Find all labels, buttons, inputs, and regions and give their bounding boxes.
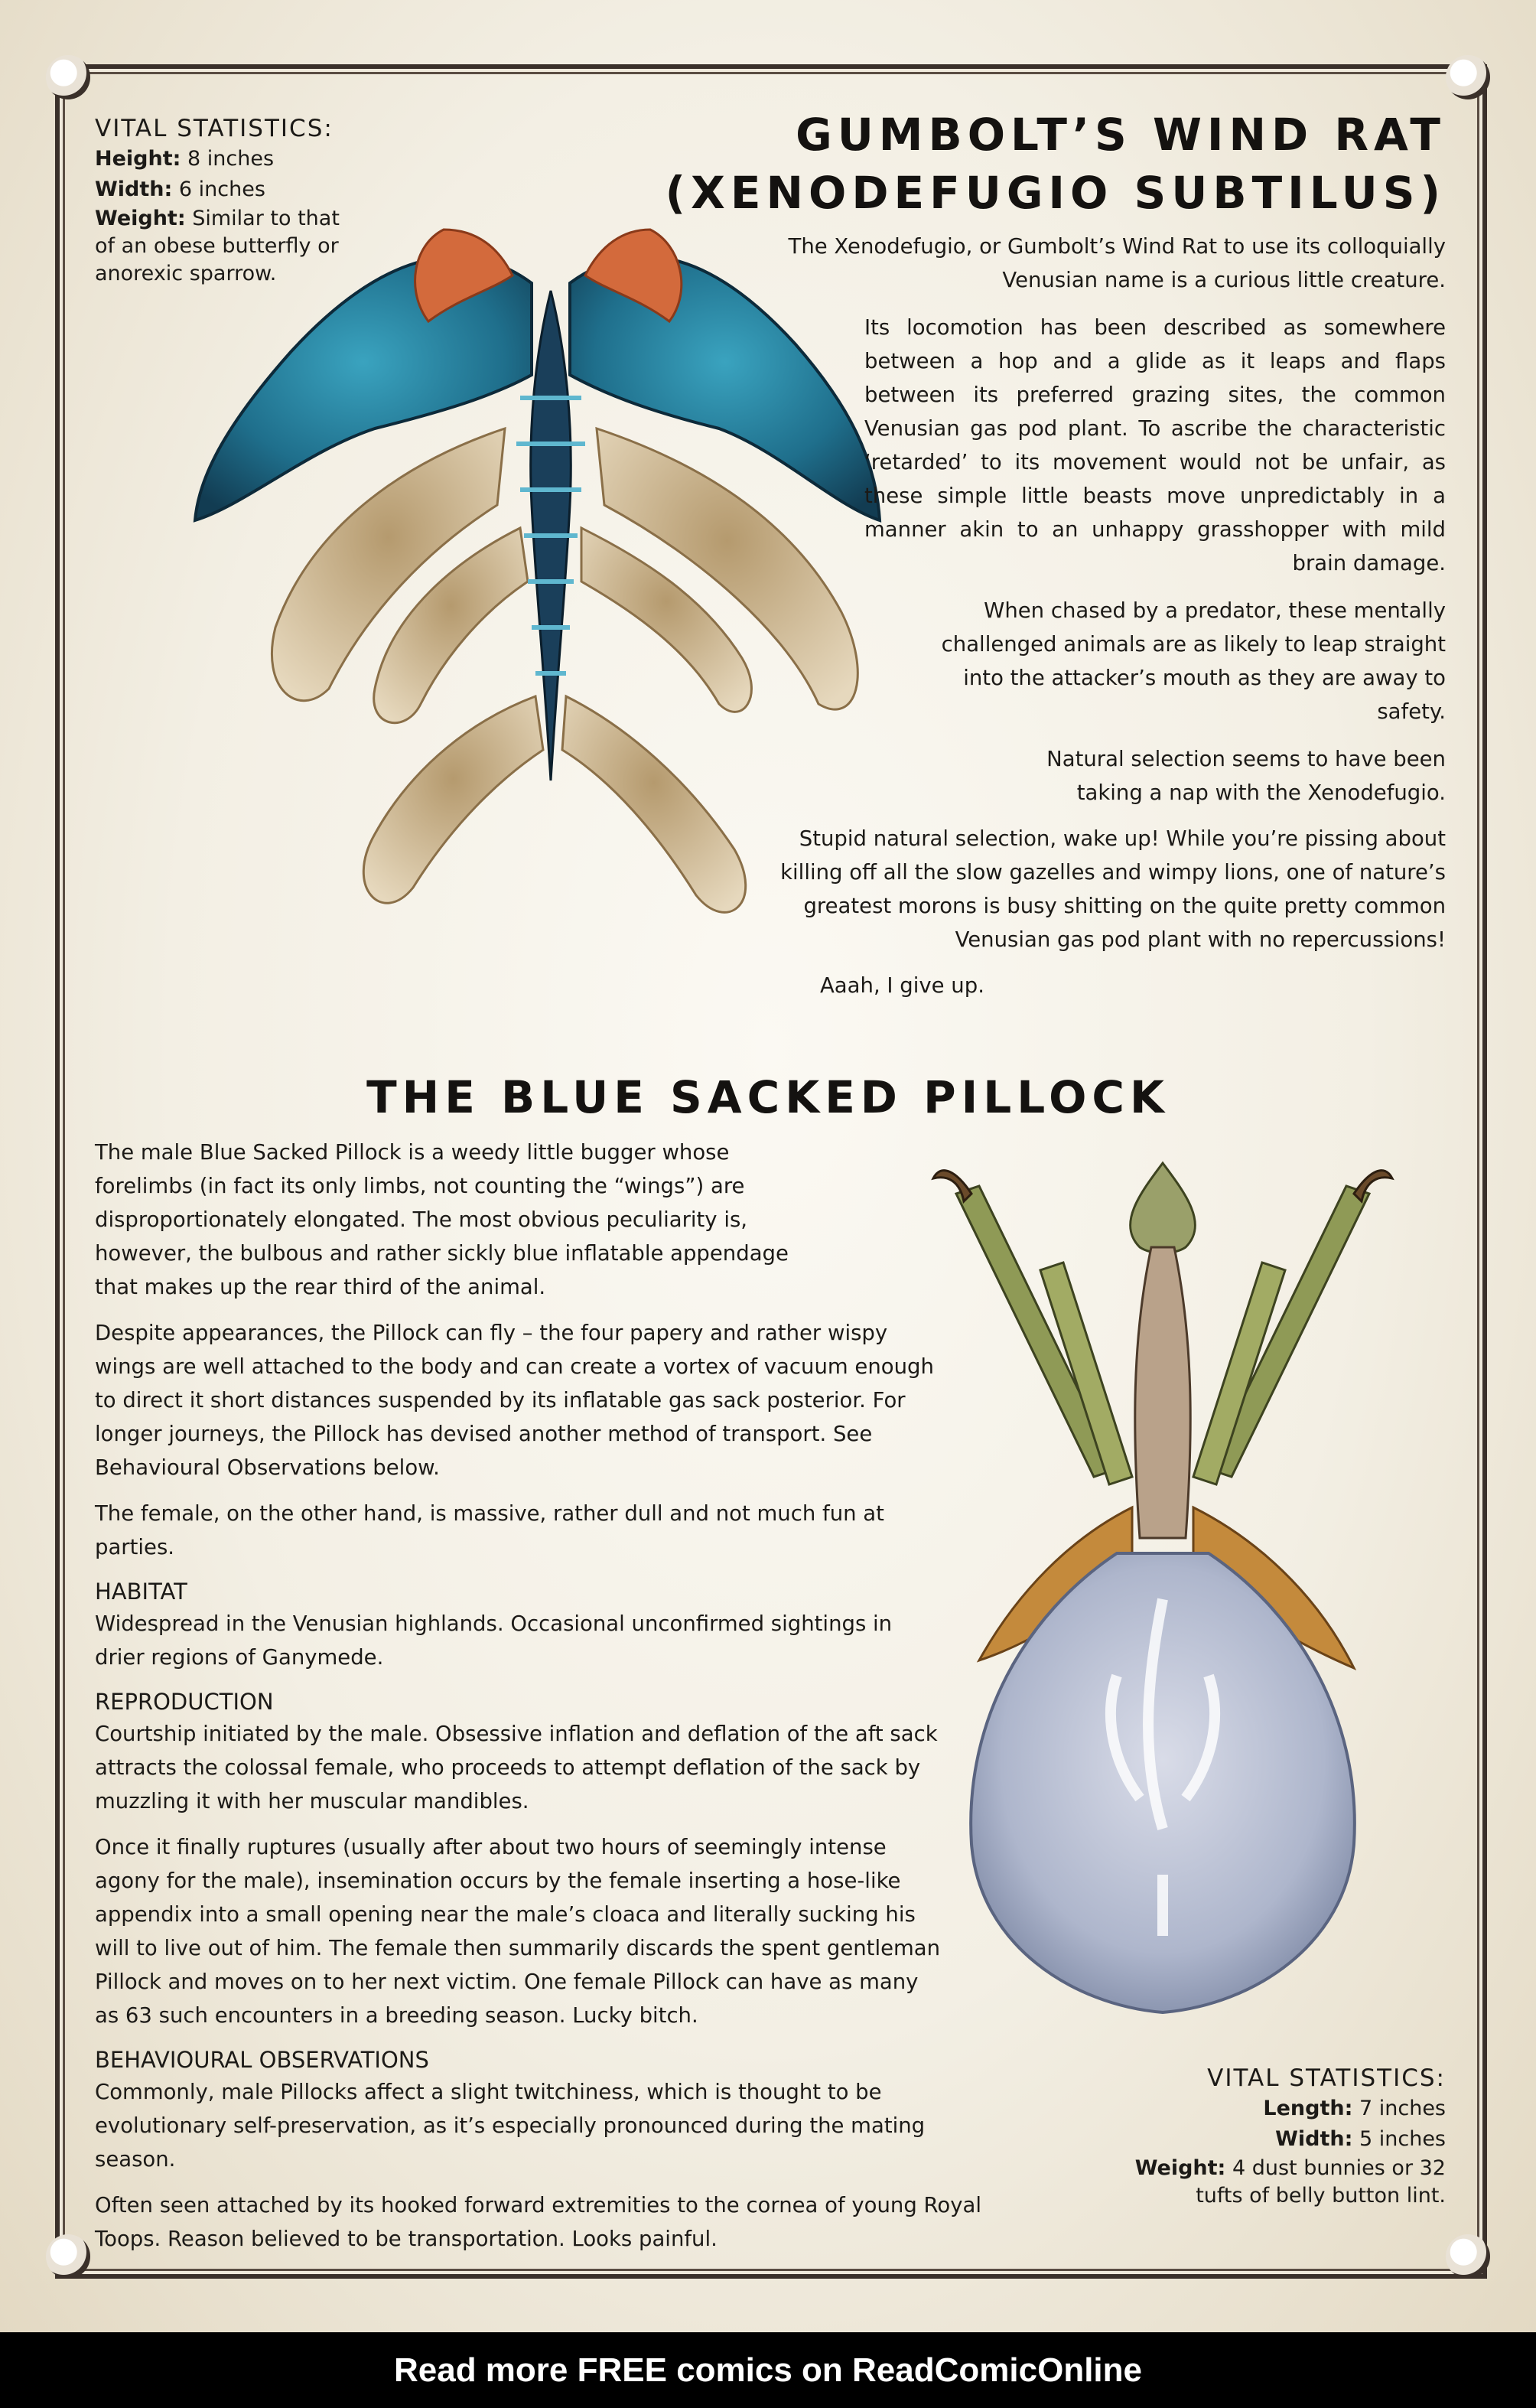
pillock-paragraph: The female, on the other hand, is massive, rather dull and not much fun at parties. xyxy=(95,1501,884,1559)
pillock-vital-statistics: VITAL STATISTICS: Length: 7 inches Width: 5 inches Weight: 4 dust bunnies or 32 tufts of belly button lint. xyxy=(1124,2063,1446,2210)
wind-rat-paragraph: Its locomotion has been described as somewhere between a hop and a glide as it leaps and flaps between its preferred grazing sites, the common Venusian gas pod plant. To ascribe the characteristic ‘retarded’ to its movement would not be unfair, as these simple little beasts move unpredictably in a manner akin to an unhappy grasshopper with mild brain damage. xyxy=(864,315,1446,575)
reproduction-heading: REPRODUCTION xyxy=(95,1689,274,1715)
reproduction-paragraph: Courtship initiated by the male. Obsessive inflation and deflation of the aft sack attracts the colossal female, who proceeds to attempt deflation of the sack by muzzling it with her muscular mandibles. xyxy=(95,1722,938,1813)
pillock-title: THE BLUE SACKED PILLOCK xyxy=(366,1071,1170,1123)
stats-heading: VITAL STATISTICS: xyxy=(1207,2064,1446,2092)
wind-rat-vital-statistics: VITAL STATISTICS: Height: 8 inches Width: 6 inches Weight: Similar to that of an obese butterfly or anorexic sparrow. xyxy=(95,113,355,288)
pillock-paragraph: Despite appearances, the Pillock can fly – the four papery and rather wispy wings are well attached to the body and can create a vortex of vacuum enough to direct it short distances suspended by its inflatable gas sack posterior. For longer journeys, the Pillock has devised another method of transport. See Behavioural Observations below. xyxy=(95,1321,934,1480)
frame-corner-ornament xyxy=(1446,55,1490,99)
pillock-paragraph: The male Blue Sacked Pillock is a weedy little bugger whose forelimbs (in fact its only limbs, not counting the “wings”) are disproportionately elongated. The most obvious peculiarity is, however, the bulbous and rather sickly blue inflatable appendage that makes up the rear third of the animal. xyxy=(95,1140,789,1299)
wind-rat-paragraph: Stupid natural selection, wake up! While you’re pissing about killing off all the slow gazelles and wimpy lions, one of nature’s greatest morons is busy shitting on the quite pretty common Venusian gas pod plant with no repercussions! xyxy=(780,826,1446,952)
behaviour-paragraph: Commonly, male Pillocks affect a slight twitchiness, which is thought to be evolutionary self-preservation, as it’s especially pronounced during the mating season. xyxy=(95,2080,926,2172)
wind-rat-paragraph: The Xenodefugio, or Gumbolt’s Wind Rat to use its colloquially Venusian name is a curious little creature. xyxy=(788,234,1446,292)
habitat-text: Widespread in the Venusian highlands. Occasional unconfirmed sightings in drier regions of Ganymede. xyxy=(95,1611,893,1670)
wind-rat-paragraph: When chased by a predator, these mentally challenged animals are as likely to leap straight into the attacker’s mouth as they are away to safety. xyxy=(941,598,1446,724)
habitat-heading: HABITAT xyxy=(95,1579,187,1605)
wind-rat-title: GUMBOLT’S WIND RAT (XENODEFUGIO SUBTILUS) xyxy=(665,109,1446,219)
frame-corner-ornament xyxy=(46,2234,90,2279)
wind-rat-paragraph: Natural selection seems to have been taking a nap with the Xenodefugio. xyxy=(1046,747,1446,805)
wind-rat-paragraph: Aaah, I give up. xyxy=(820,973,984,998)
wind-rat-fin xyxy=(562,696,746,912)
reproduction-paragraph: Once it finally ruptures (usually after about two hours of seemingly intense agony for the male), insemination occurs by the female inserting a hose-like appendix into a small opening near the male’s cloaca and literally sucking his will to live out of him. The female then summarily discards the spent gentleman Pillock and moves on to her next victim. One female Pillock can have as many as 63 such encounters in a breeding season. Lucky bitch. xyxy=(95,1835,941,2028)
read-more-banner-link[interactable]: Read more FREE comics on ReadComicOnline xyxy=(0,2332,1536,2408)
stats-heading: VITAL STATISTICS: xyxy=(95,115,334,142)
frame-corner-ornament xyxy=(1446,2234,1490,2279)
wind-rat-fin xyxy=(363,696,543,903)
pillock-illustration xyxy=(887,1140,1438,2089)
pillock-head xyxy=(1131,1163,1196,1253)
frame-corner-ornament xyxy=(46,55,90,99)
behaviour-heading: BEHAVIOURAL OBSERVATIONS xyxy=(95,2047,429,2073)
pillock-body xyxy=(1135,1247,1190,1538)
pillock-text xyxy=(95,1136,982,2268)
behaviour-paragraph: Often seen attached by its hooked forward extremities to the cornea of young Royal Toops. Reason believed to be transportation. Looks painful. xyxy=(95,2193,982,2251)
